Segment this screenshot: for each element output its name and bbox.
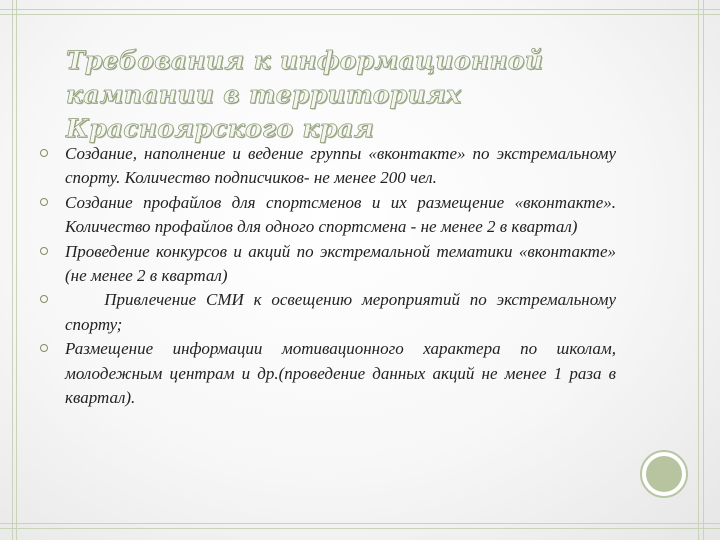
frame-line-right-inner bbox=[698, 0, 699, 540]
frame-line-left-outer bbox=[12, 0, 13, 540]
frame-line-left-inner bbox=[16, 0, 17, 540]
bullet-item bbox=[40, 240, 616, 289]
ring-bullet-icon bbox=[40, 198, 48, 206]
bullet-list bbox=[40, 142, 621, 410]
bullet-item bbox=[40, 337, 616, 410]
bullet-text: Проведение конкурсов и акций по экстремальной тематики «вконтакте» (не менее 2 в квартал) bbox=[65, 241, 616, 286]
bullet-item bbox=[40, 288, 621, 337]
bullet-text: Размещение информации мотивационного характера по школам, молодежным центрам и др.(проведение данных акций не менее 1 раза в квартал). bbox=[65, 339, 616, 408]
slide-title: Требования к информационной кампании в территориях Красноярского края bbox=[66, 46, 544, 143]
frame-line-top-outer bbox=[0, 9, 720, 10]
circle-decoration bbox=[640, 450, 688, 498]
frame-line-right-outer bbox=[703, 0, 704, 540]
ring-bullet-icon bbox=[40, 149, 48, 157]
frame-line-top-inner bbox=[0, 14, 720, 15]
bullet-text: Привлечение СМИ к освещению мероприятий по экстремальному спорту; bbox=[65, 290, 621, 334]
bullet-item bbox=[40, 191, 616, 240]
circle-decoration-fill bbox=[646, 456, 682, 492]
ring-bullet-icon bbox=[40, 344, 48, 352]
bullet-text: Создание профайлов для спортсменов и их размещение «вконтакте». Количество профайлов для одного спортсмена - не менее 2 в квартал) bbox=[65, 192, 616, 237]
frame-line-bottom-inner bbox=[0, 523, 720, 524]
ring-bullet-icon bbox=[40, 247, 48, 255]
ring-bullet-icon bbox=[40, 295, 48, 303]
bullet-text: Создание, наполнение и ведение группы «вконтакте» по экстремальному спорту. Количество подписчиков- не менее 200 чел. bbox=[65, 144, 616, 188]
frame-line-bottom-outer bbox=[0, 528, 720, 529]
bullet-item bbox=[40, 142, 616, 191]
